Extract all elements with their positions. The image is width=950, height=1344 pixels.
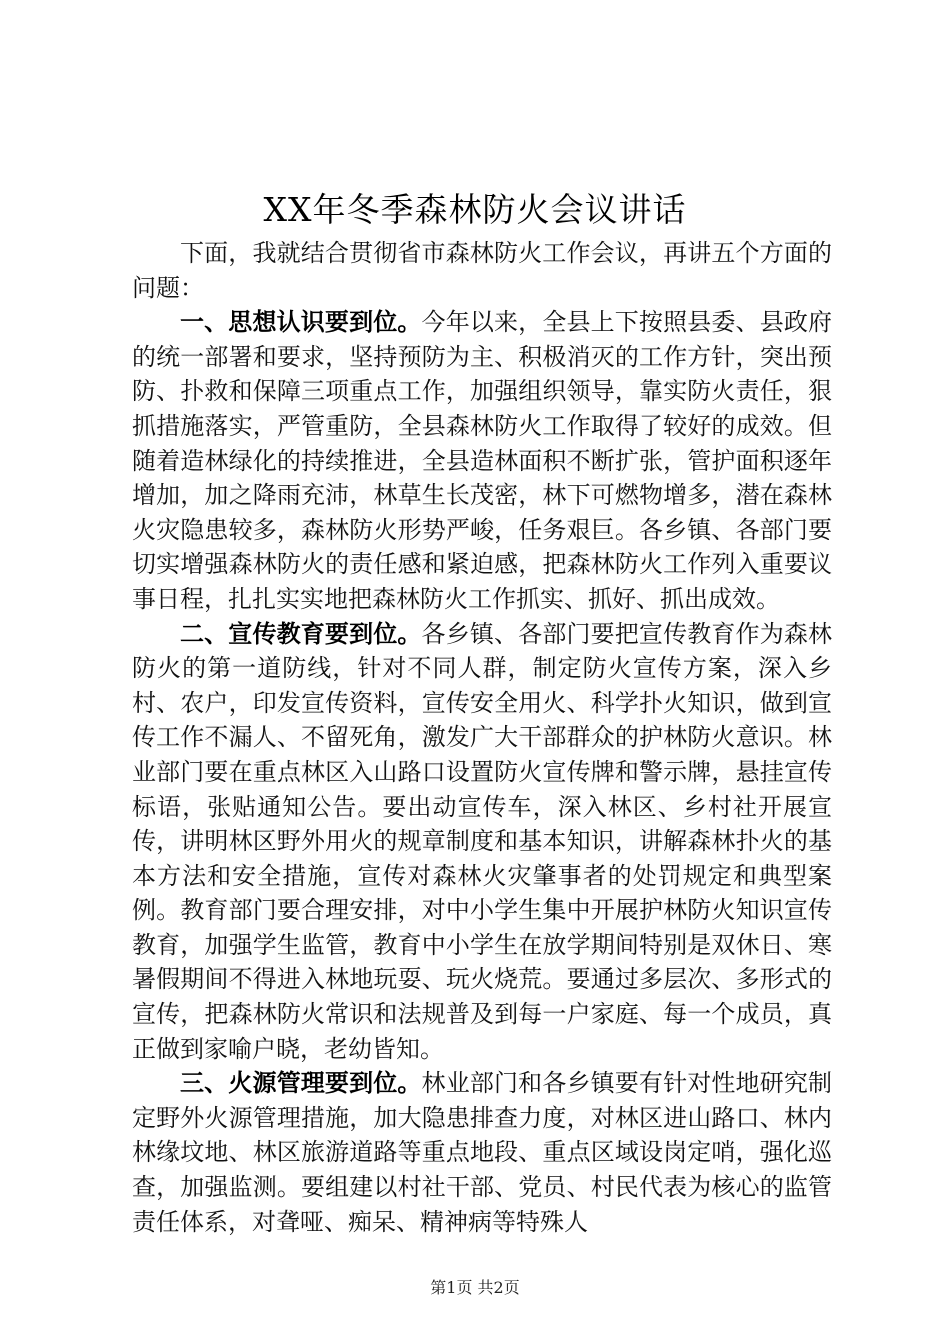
section-heading-2: 二、宣传教育要到位。 [180, 619, 422, 648]
section-heading-1: 一、思想认识要到位。 [180, 308, 422, 337]
section-paragraph-3 [132, 1066, 832, 1239]
intro-paragraph: 下面，我就结合贯彻省市森林防火工作会议，再讲五个方面的问题： [132, 239, 832, 302]
section-text-3: 林业部门和各乡镇要有针对性地研究制定野外火源管理措施，加大隐患排查力度，对林区进山路口、林内林缘坟地、林区旅游道路等重点地段、重点区域设岗定哨，强化巡查，加强监测。要组建以村社干部、党员、村民代表为核心的监管责任体系，对聋哑、痴呆、精神病等特殊人 [132, 1069, 833, 1236]
page-footer: 第1页 共2页 [430, 1278, 520, 1297]
section-paragraph-2 [132, 617, 832, 1067]
section-heading-3: 三、火源管理要到位。 [180, 1069, 422, 1098]
section-paragraph-1 [132, 305, 832, 616]
section-text-1: 今年以来，全县上下按照县委、县政府的统一部署和要求，坚持预防为主、积极消灭的工作方针，突出预防、扑救和保障三项重点工作，加强组织领导，靠实防火责任，狠抓措施落实，严管重防，全县森林防火工作取得了较好的成效。但随着造林绿化的持续推进，全县造林面积不断扩张，管护面积逐年增加，加之降雨充沛，林草生长茂密，林下可燃物增多，潜在森林火灾隐患较多，森林防火形势严峻，任务艰巨。各乡镇、各部门要切实增强森林防火的责任感和紧迫感，把森林防火工作列入重要议事日程，扎扎实实地把森林防火工作抓实、抓好、抓出成效。 [132, 308, 833, 613]
document-body [132, 236, 832, 1239]
section-text-2: 各乡镇、各部门要把宣传教育作为森林防火的第一道防线，针对不同人群，制定防火宣传方案，深入乡村、农户，印发宣传资料，宣传安全用火、科学扑火知识，做到宣传工作不漏人、不留死角，激发广大干部群众的护林防火意识。林业部门要在重点林区入山路口设置防火宣传牌和警示牌，悬挂宣传标语，张贴通知公告。要出动宣传车，深入林区、乡村社开展宣传，讲明林区野外用火的规章制度和基本知识，讲解森林扑火的基本方法和安全措施，宣传对森林火灾肇事者的处罚规定和典型案例。教育部门要合理安排，对中小学生集中开展护林防火知识宣传教育，加强学生监管，教育中小学生在放学期间特别是双休日、寒暑假期间不得进入林地玩耍、玩火烧荒。要通过多层次、多形式的宣传，把森林防火常识和法规普及到每一户家庭、每一个成员，真正做到家喻户晓，老幼皆知。 [132, 619, 833, 1063]
page-title: XX年冬季森林防火会议讲话 [263, 190, 687, 229]
